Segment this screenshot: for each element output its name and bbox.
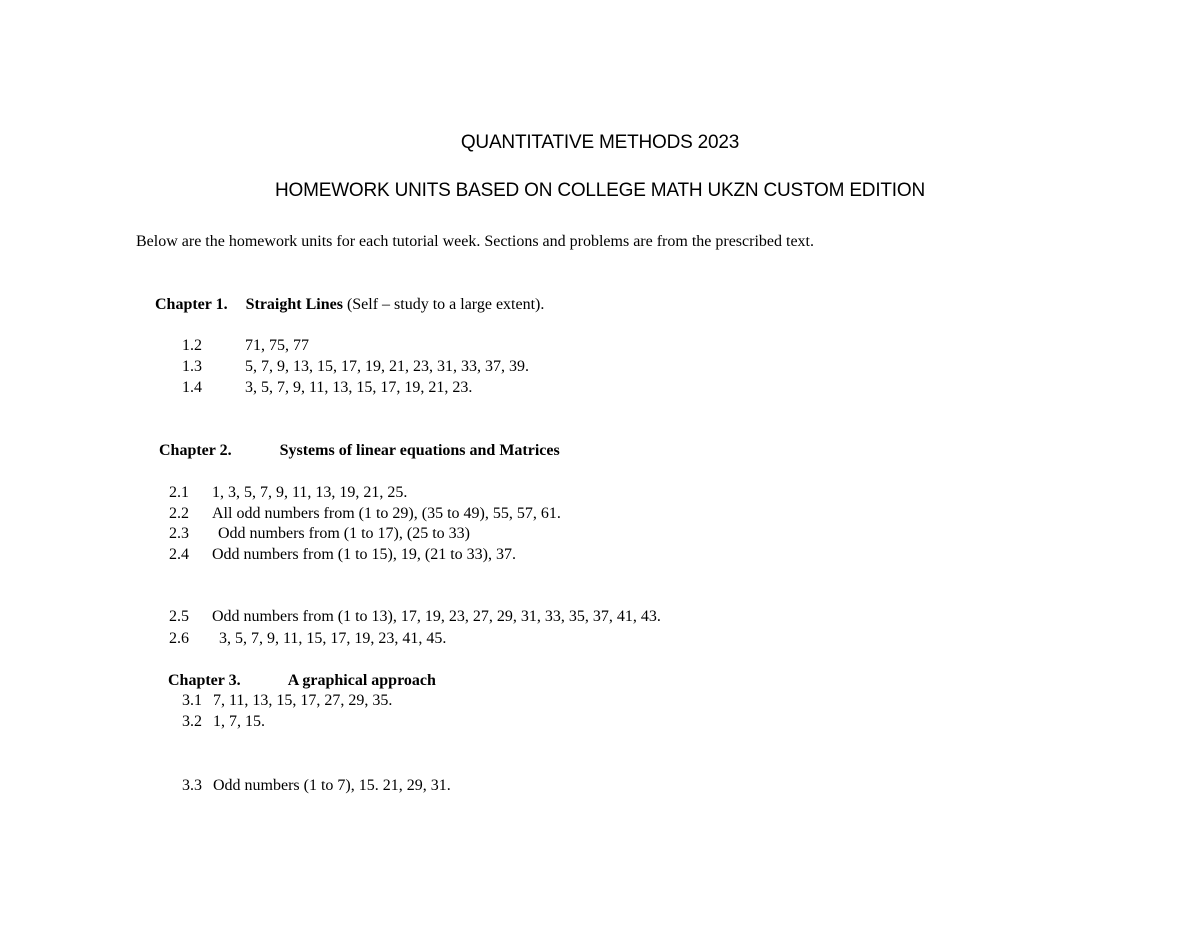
chapter-2-title: Systems of linear equations and Matrices (279, 442, 560, 459)
section-number: 2.1 (169, 484, 189, 501)
chapter-2-label: Chapter 2. (159, 442, 232, 459)
section-row (182, 357, 529, 377)
section-number: 2.5 (169, 608, 189, 625)
section-number: 2.4 (169, 546, 189, 563)
section-number: 3.3 (182, 777, 202, 794)
section-problems: Odd numbers (1 to 7), 15. 21, 29, 31. (213, 777, 451, 794)
section-row (182, 776, 451, 796)
document-title: QUANTITATIVE METHODS 2023 (460, 132, 740, 153)
section-row (182, 712, 265, 732)
section-problems: 3, 5, 7, 9, 11, 13, 15, 17, 19, 21, 23. (245, 379, 473, 396)
section-number: 3.2 (182, 713, 202, 730)
section-number: 2.6 (169, 630, 189, 647)
section-number: 1.2 (182, 337, 202, 354)
section-problems: 7, 11, 13, 15, 17, 27, 29, 35. (213, 692, 393, 709)
chapter-1-title: Straight Lines (245, 296, 343, 313)
section-problems: Odd numbers from (1 to 17), (25 to 33) (218, 525, 470, 542)
section-row (169, 524, 470, 544)
section-number: 2.3 (169, 525, 189, 542)
section-row (182, 691, 392, 711)
document-subtitle: HOMEWORK UNITS BASED ON COLLEGE MATH UKZN CUSTOM EDITION (275, 180, 925, 201)
section-problems: Odd numbers from (1 to 15), 19, (21 to 33), 37. (212, 546, 516, 563)
chapter-3-label: Chapter 3. (168, 672, 241, 689)
section-row (169, 607, 661, 627)
chapter-1-heading (155, 295, 544, 315)
section-problems: All odd numbers from (1 to 29), (35 to 49), 55, 57, 61. (212, 505, 561, 522)
section-number: 1.4 (182, 379, 202, 396)
chapter-2-heading (159, 441, 560, 461)
section-problems: 5, 7, 9, 13, 15, 17, 19, 21, 23, 31, 33, 37, 39. (245, 358, 529, 375)
section-number: 1.3 (182, 358, 202, 375)
section-row (182, 378, 472, 398)
section-row (182, 336, 309, 356)
section-row (169, 545, 516, 565)
section-number: 2.2 (169, 505, 189, 522)
section-row (169, 504, 561, 524)
section-problems: 3, 5, 7, 9, 11, 15, 17, 19, 23, 41, 45. (219, 630, 447, 647)
chapter-3-heading (168, 671, 436, 691)
section-row (169, 629, 446, 649)
intro-paragraph: Below are the homework units for each tutorial week. Sections and problems are from the prescribed text. (136, 233, 814, 250)
section-problems: 1, 3, 5, 7, 9, 11, 13, 19, 21, 25. (212, 484, 408, 501)
section-number: 3.1 (182, 692, 202, 709)
chapter-3-title: A graphical approach (287, 672, 436, 689)
section-problems: 71, 75, 77 (245, 337, 309, 354)
section-problems: Odd numbers from (1 to 13), 17, 19, 23, 27, 29, 31, 33, 35, 37, 41, 43. (212, 608, 661, 625)
chapter-1-note: (Self – study to a large extent). (346, 296, 545, 313)
chapter-1-label: Chapter 1. (155, 296, 228, 313)
section-row (169, 483, 407, 503)
section-problems: 1, 7, 15. (213, 713, 265, 730)
